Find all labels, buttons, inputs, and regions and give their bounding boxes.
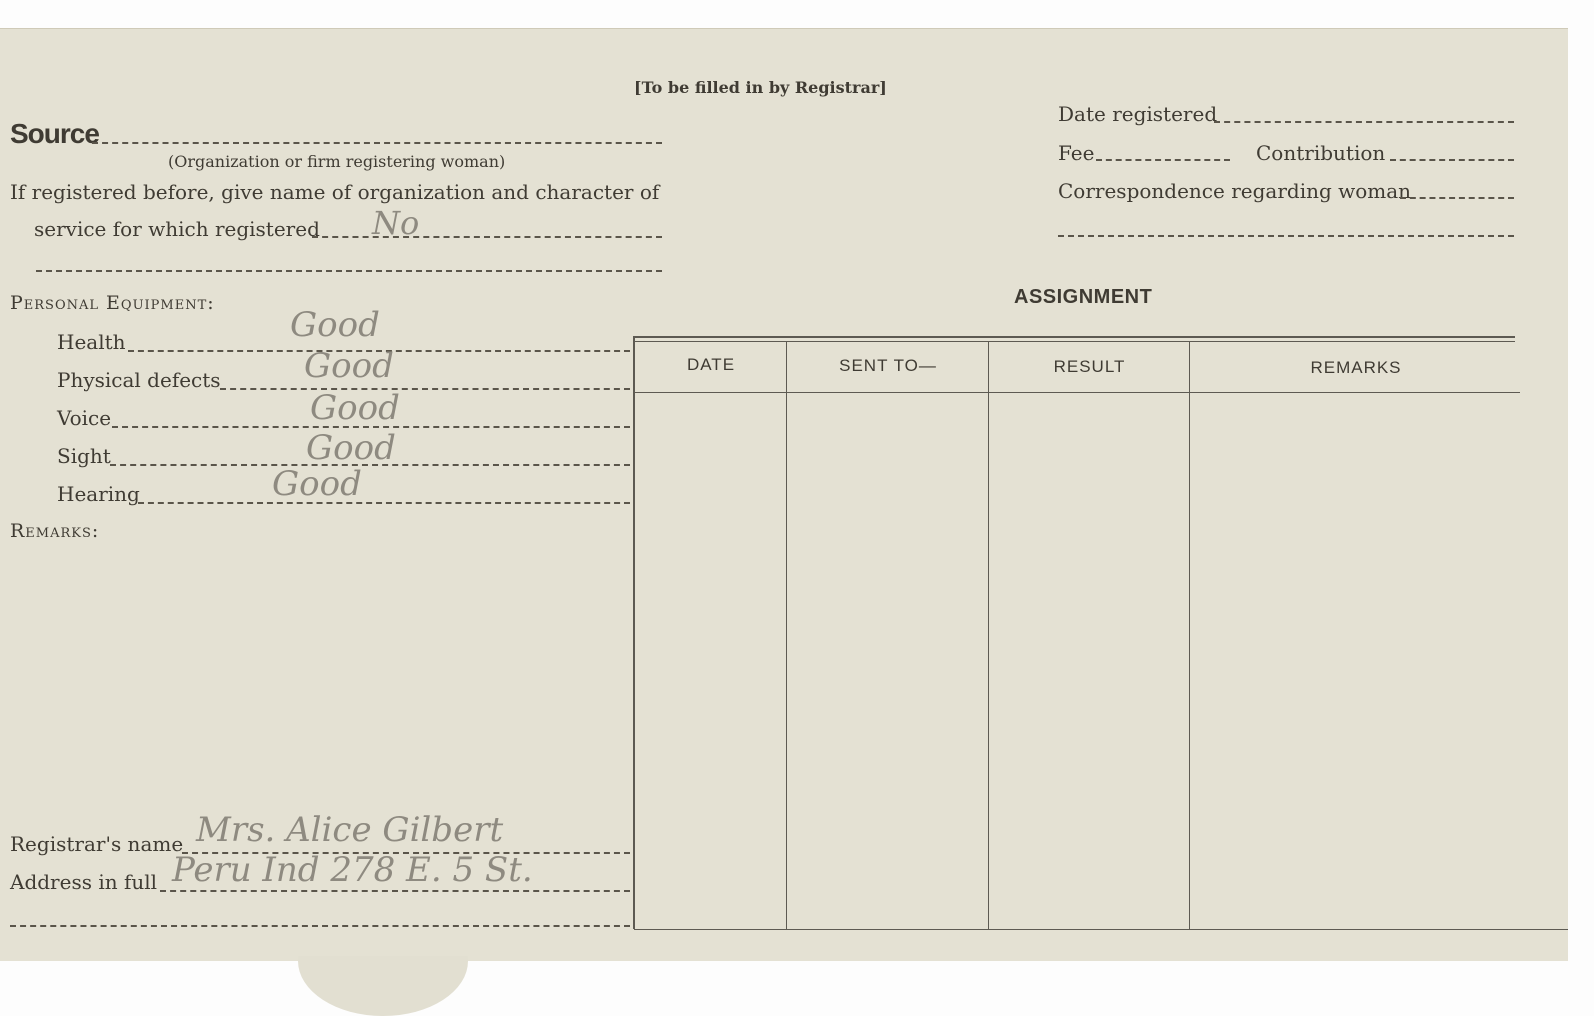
column-header-sent-to: SENT TO— — [839, 356, 937, 375]
correspondence-line — [1400, 197, 1514, 199]
table-left-rule — [633, 336, 635, 929]
source-caption: (Organization or firm registering woman) — [168, 152, 506, 171]
source-line — [92, 142, 662, 144]
fee-line — [1096, 159, 1230, 161]
defects-value: Good — [304, 346, 394, 386]
defects-line — [220, 388, 630, 390]
sight-value: Good — [306, 428, 396, 468]
voice-value: Good — [310, 388, 400, 428]
contribution-label: Contribution — [1256, 141, 1386, 165]
table-header-rule — [634, 392, 1520, 393]
registered-before-line — [312, 236, 662, 238]
table-bottom-rule — [634, 929, 1568, 930]
column-header-result: RESULT — [1053, 357, 1126, 376]
date-registered-line — [1214, 121, 1514, 123]
address-value: Peru Ind 278 E. 5 St. — [172, 850, 533, 890]
source-label: Source — [10, 118, 99, 149]
registrar-value: Mrs. Alice Gilbert — [196, 810, 504, 850]
table-col-rule-3 — [1189, 342, 1190, 929]
registered-before-text: If registered before, give name of organization and character of — [10, 180, 660, 204]
voice-label: Voice — [57, 406, 112, 430]
assignment-title: ASSIGNMENT — [1014, 286, 1153, 308]
address-label: Address in full — [10, 870, 158, 894]
fee-label: Fee — [1058, 141, 1095, 165]
card-tab — [298, 956, 468, 1016]
column-header-date: DATE — [686, 355, 736, 374]
contribution-line — [1390, 159, 1514, 161]
sight-label: Sight — [57, 444, 111, 468]
table-top-rule — [634, 336, 1515, 338]
registrar-note: [To be filled in by Registrar] — [634, 78, 887, 97]
address-line-2 — [10, 925, 630, 927]
health-label: Health — [57, 330, 126, 354]
hearing-label: Hearing — [57, 482, 140, 506]
registered-before-text-2: service for which registered — [34, 217, 320, 241]
correspondence-line-2 — [1058, 235, 1514, 237]
remarks-label: Remarks: — [10, 520, 100, 542]
registrar-label: Registrar's name — [10, 832, 184, 856]
address-line — [160, 890, 630, 892]
registered-before-value: No — [372, 204, 420, 242]
registered-before-line-2 — [36, 270, 662, 272]
hearing-line — [138, 502, 630, 504]
personal-equipment-label: Personal Equipment: — [10, 292, 215, 314]
hearing-value: Good — [272, 464, 362, 504]
column-header-remarks: REMARKS — [1310, 358, 1402, 377]
table-top-rule-2 — [634, 341, 1515, 342]
correspondence-label: Correspondence regarding woman — [1058, 179, 1412, 203]
defects-label: Physical defects — [57, 368, 221, 392]
health-value: Good — [290, 305, 380, 345]
table-col-rule-2 — [988, 342, 989, 929]
date-registered-label: Date registered — [1058, 102, 1218, 126]
table-col-rule-1 — [786, 342, 787, 929]
